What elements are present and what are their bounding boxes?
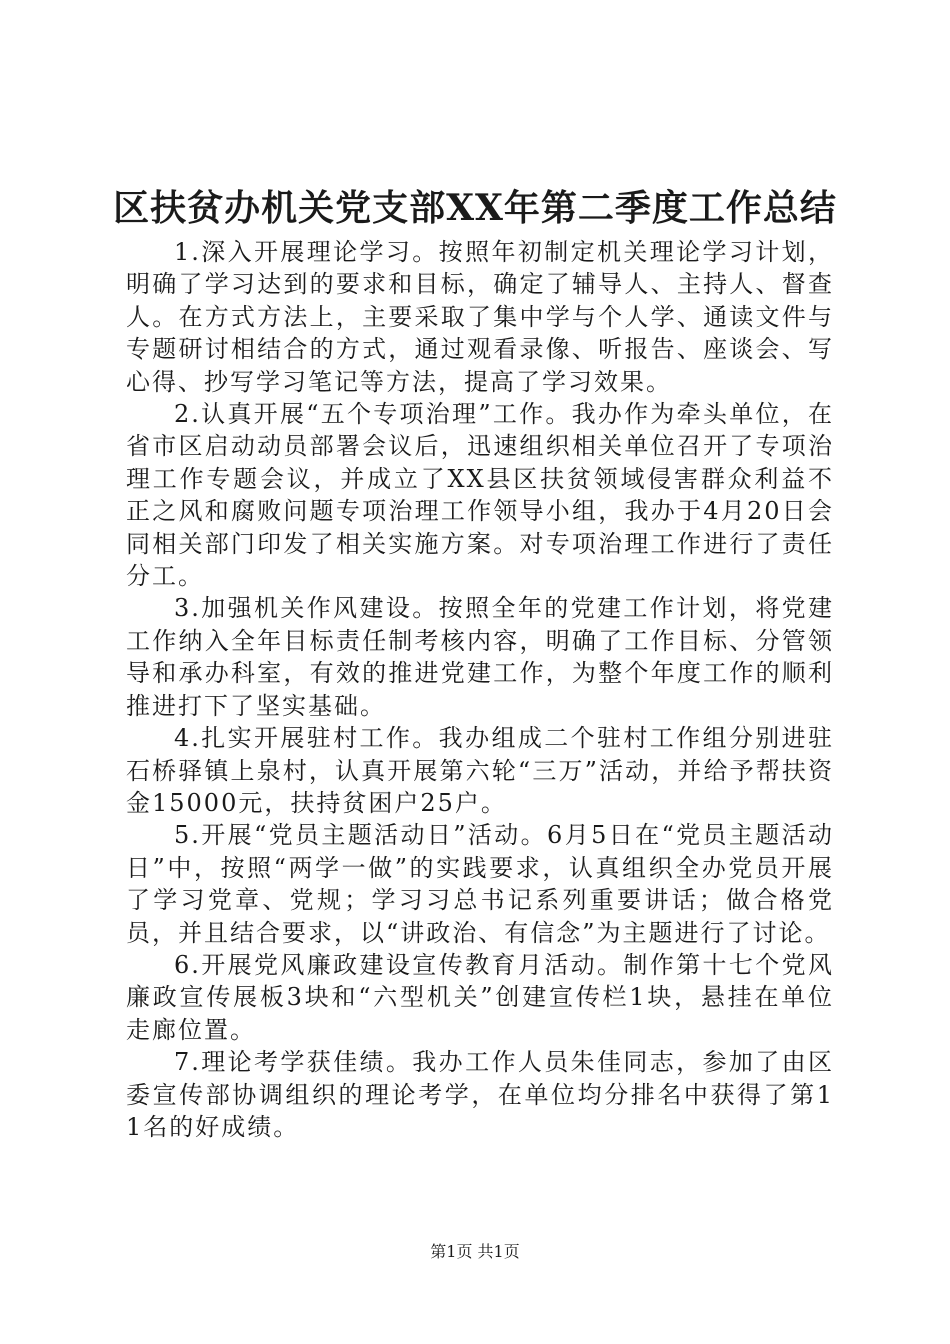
document-title: 区扶贫办机关党支部XX年第二季度工作总结 bbox=[113, 187, 837, 229]
paragraph-2: 2.认真开展“五个专项治理”工作。我办作为牵头单位，在省市区启动动员部署会议后，迅速组织相关单位召开了专项治理工作专题会议，并成立了XX县区扶贫领域侵害群众利益不正之风和腐败问题专项治理工作领导小组，我办于4月20日会同相关部门印发了相关实施方案。对专项治理工作进行了责任分工。 bbox=[126, 400, 834, 591]
page-number-footer: 第1页 共1页 bbox=[430, 1242, 520, 1261]
paragraph-6: 6.开展党风廉政建设宣传教育月活动。制作第十七个党风廉政宣传展板3块和“六型机关”创建宣传栏1块，悬挂在单位走廊位置。 bbox=[126, 950, 834, 1044]
paragraph-7: 7.理论考学获佳绩。我办工作人员朱佳同志，参加了由区委宣传部协调组织的理论考学，在单位均分排名中获得了第11名的好成绩。 bbox=[126, 1048, 834, 1141]
paragraph-4: 4.扎实开展驻村工作。我办组成二个驻村工作组分别进驻石桥驿镇上泉村，认真开展第六轮“三万”活动，并给予帮扶资金15000元，扶持贫困户25户。 bbox=[126, 724, 834, 817]
paragraph-3: 3.加强机关作风建设。按照全年的党建工作计划，将党建工作纳入全年目标责任制考核内容，明确了工作目标、分管领导和承办科室，有效的推进党建工作，为整个年度工作的顺利推进打下了坚实基础。 bbox=[126, 594, 834, 720]
document-body bbox=[126, 236, 834, 1143]
paragraph-5: 5.开展“党员主题活动日”活动。6月5日在“党员主题活动日”中，按照“两学一做”的实践要求，认真组织全办党员开展了学习党章、党规；学习习总书记系列重要讲话；做合格党员，并且结合要求，以“讲政治、有信念”为主题进行了讨论。 bbox=[126, 821, 834, 947]
paragraph-1: 1.深入开展理论学习。按照年初制定机关理论学习计划，明确了学习达到的要求和目标，确定了辅导人、主持人、督查人。在方式方法上，主要采取了集中学与个人学、通读文件与专题研讨相结合的方式，通过观看录像、听报告、座谈会、写心得、抄写学习笔记等方法，提高了学习效果。 bbox=[126, 238, 834, 396]
